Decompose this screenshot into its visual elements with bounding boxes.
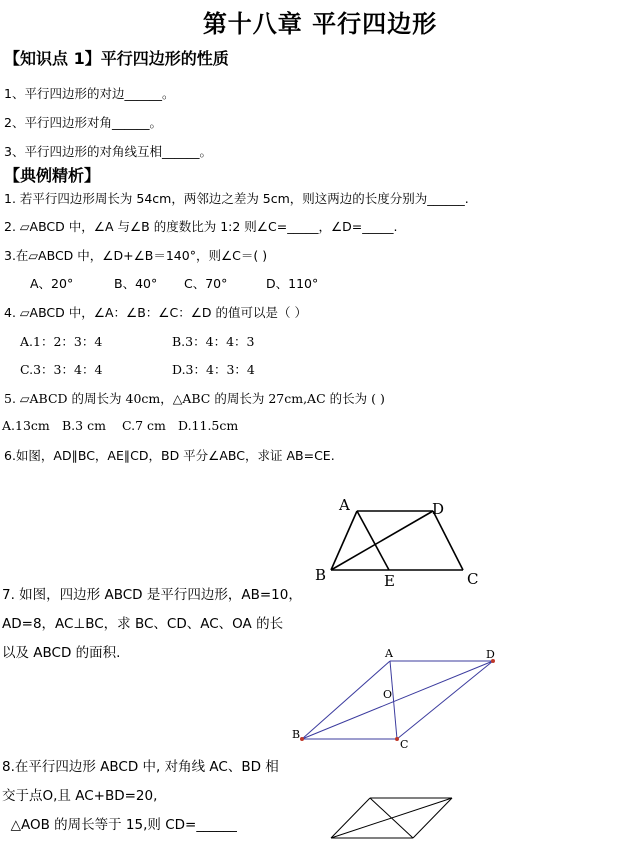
knowledge-item-1: 1、平行四边形的对边______。 — [4, 86, 175, 101]
question-5: 5. ▱ABCD 的周长为 40cm，△ABC 的周长为 27cm,AC 的长为 ( ) — [4, 391, 385, 406]
question-8-line-1: 8.在平行四边形 ABCD 中, 对角线 AC、BD 相 — [2, 759, 279, 775]
question-7-line-2: AD=8，AC⊥BC，求 BC、CD、AC、OA 的长 — [2, 616, 284, 632]
fig1-label-b: B — [315, 566, 327, 584]
question-3: 3.在▱ABCD 中，∠D+∠B＝140°，则∠C＝( ) — [4, 248, 268, 263]
fig2-label-c: C — [400, 738, 409, 751]
question-8-line-3: △AOB 的周长等于 15,则 CD=______ — [2, 817, 237, 833]
question-1: 1. 若平行四边形周长为 54cm，两邻边之差为 5cm，则这两边的长度分别为______. — [4, 191, 469, 206]
q3-option-c: C、70° — [184, 276, 228, 291]
q4-option-b: B.3：4：4：3 — [172, 334, 255, 349]
knowledge-item-3: 3、平行四边形的对角线互相______。 — [4, 144, 212, 159]
fig2-label-o: O — [383, 688, 393, 701]
question-4: 4. ▱ABCD 中，∠A：∠B：∠C：∠D 的值可以是（ ） — [4, 305, 307, 320]
fig2-label-b: B — [292, 728, 301, 741]
section-heading-examples: 【典例精析】 — [4, 166, 101, 185]
page-title: 第十八章 平行四边形 — [202, 9, 438, 38]
q5-option-c: C.7 cm — [122, 418, 166, 433]
fig3-diagonal-2 — [331, 798, 452, 838]
fig1-label-e: E — [384, 572, 395, 590]
fig1-label-a: A — [339, 496, 350, 514]
q3-option-b: B、40° — [114, 276, 158, 291]
q4-option-a: A.1：2：3：4 — [20, 334, 103, 349]
q4-option-d: D.3：4：3：4 — [172, 362, 255, 377]
fig1-label-d: D — [432, 500, 445, 518]
fig2-label-d: D — [486, 648, 495, 661]
question-8-line-2: 交于点O,且 AC+BD=20, — [2, 788, 158, 804]
q3-option-a: A、20° — [30, 276, 74, 291]
q4-option-c: C.3：3：4：4 — [20, 362, 103, 377]
question-7-line-3: 以及 ABCD 的面积. — [2, 645, 121, 661]
q5-option-b: B.3 cm — [62, 418, 106, 433]
question-7-line-1: 7. 如图，四边形 ABCD 是平行四边形，AB=10， — [2, 587, 302, 603]
question-6: 6.如图，AD∥BC，AE∥CD，BD 平分∠ABC，求证 AB=CE. — [4, 448, 335, 463]
fig2-label-a: A — [385, 647, 393, 660]
knowledge-item-2: 2、平行四边形对角______。 — [4, 115, 162, 130]
section-heading-knowledge: 【知识点 1】平行四边形的性质 — [4, 49, 229, 68]
q5-option-d: D.11.5cm — [178, 418, 239, 433]
question-2: 2. ▱ABCD 中，∠A 与∠B 的度数比为 1:2 则∠C=_____，∠D=_____. — [4, 219, 398, 234]
fig1-label-c: C — [467, 570, 479, 588]
q3-option-d: D、110° — [266, 276, 319, 291]
q5-option-a: A.13cm — [2, 418, 50, 433]
